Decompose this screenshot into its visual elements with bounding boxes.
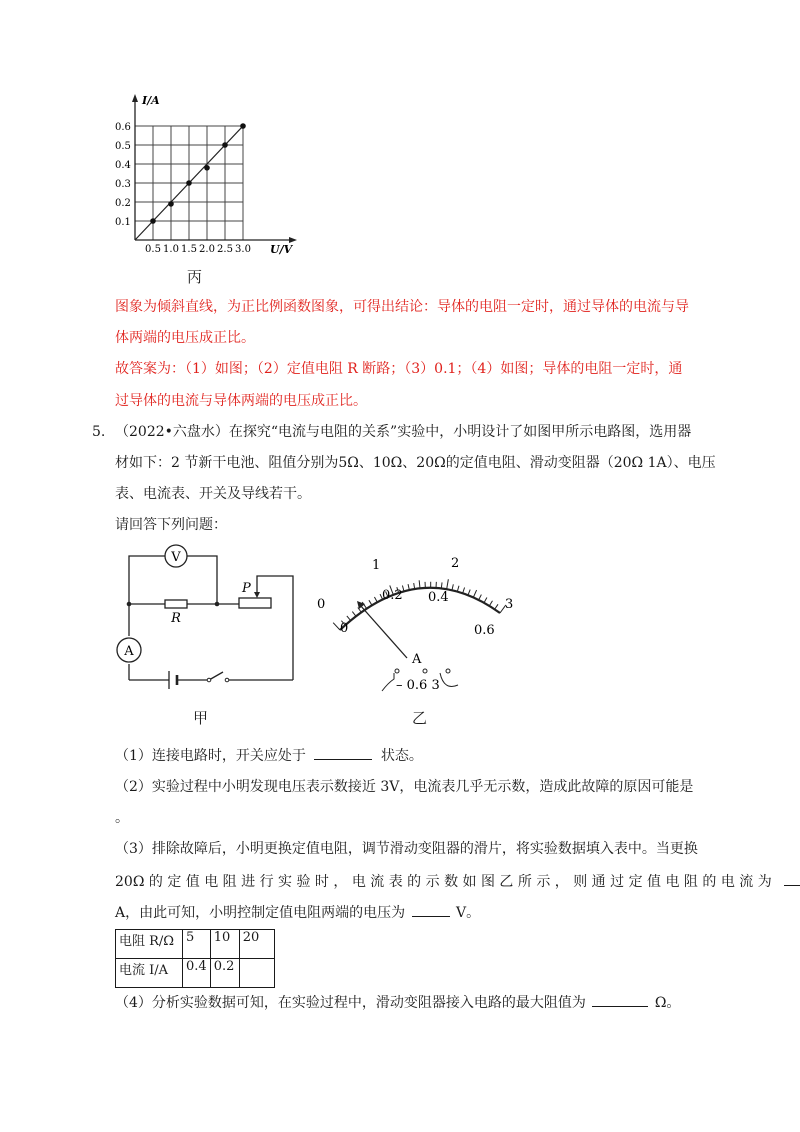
answer-line-3: 故答案为：（1）如图；（2）定值电阻 R 断路；（3）0.1；（4）如图；导体的电阻一定时，通 bbox=[115, 361, 683, 377]
sub-question-3-line-2 bbox=[115, 871, 800, 892]
y-tick-label: 0.3 bbox=[115, 179, 131, 190]
terminal-0.6 bbox=[423, 669, 427, 673]
wire-voltmeter-right bbox=[187, 556, 217, 604]
y-tick-label: 0.4 bbox=[115, 160, 131, 171]
x-tick-label: 3.0 bbox=[235, 244, 251, 255]
q4-text-end: Ω。 bbox=[654, 995, 681, 1011]
question-line-3: 表、电流表、开关及导线若干。 bbox=[115, 486, 311, 502]
data-point bbox=[240, 123, 246, 129]
junction-dot bbox=[127, 602, 132, 607]
dial-tick bbox=[369, 600, 372, 605]
q1-text-end: 状态。 bbox=[380, 748, 423, 764]
data-point bbox=[186, 180, 192, 186]
q1-text: （1）连接电路时，开关应处于 bbox=[115, 748, 306, 764]
y-tick-label: 0.6 bbox=[115, 122, 131, 133]
sub-question-4 bbox=[115, 992, 680, 1013]
dial-tick bbox=[473, 590, 476, 597]
dial-needle bbox=[360, 605, 407, 658]
question-line-2: 材如下：2 节新干电池、阻值分别为5Ω、10Ω、20Ω的定值电阻、滑动变阻器（20Ω 1A）、电压 bbox=[115, 455, 716, 471]
outer-scale-label: 2 bbox=[451, 556, 460, 571]
wire-voltmeter-branch bbox=[129, 556, 165, 604]
data-point bbox=[222, 142, 228, 148]
dial-caption: 乙 bbox=[412, 709, 428, 727]
q3-text: 20Ω 的 定 值 电 阻 进 行 实 验 时 ， 电 流 表 的 示 数 如 图 乙 所 示 ， 则 通 过 定 值 电 阻 的 电 流 为 bbox=[115, 874, 772, 890]
voltmeter-label: V bbox=[171, 550, 181, 565]
junction-dot bbox=[215, 602, 220, 607]
sub-question-3-line-3 bbox=[115, 902, 480, 923]
inner-scale-label: 0.6 bbox=[474, 623, 495, 638]
inner-scale-label: 0.4 bbox=[428, 590, 449, 605]
sub-question-2-end: 。 bbox=[115, 810, 129, 826]
graph-caption: 丙 bbox=[187, 268, 203, 286]
dial-tick bbox=[374, 597, 377, 602]
q3-voltage-blank[interactable] bbox=[412, 902, 450, 917]
table-cell[interactable] bbox=[239, 959, 274, 988]
circuit-caption: 甲 bbox=[193, 709, 209, 727]
sub-question-2: （2）实验过程中小明发现电压表示数接近 3V，电流表几乎无示数，造成此故障的原因可能是 bbox=[115, 779, 694, 795]
circuit-diagram bbox=[105, 540, 305, 700]
table-cell: 电流 I/A bbox=[116, 959, 183, 988]
table-row bbox=[116, 959, 275, 988]
table-cell: 10 bbox=[210, 930, 239, 959]
x-tick-label: 2.5 bbox=[217, 244, 233, 255]
terminal-labels: – 0.6 3 bbox=[396, 678, 440, 693]
x-tick-label: 1.5 bbox=[181, 244, 197, 255]
table-cell: 5 bbox=[183, 930, 211, 959]
y-tick-label: 0.2 bbox=[115, 198, 131, 209]
dial-tick bbox=[495, 604, 498, 609]
answer-line-1: 图象为倾斜直线，为正比例函数图象，可得出结论：导体的电阻一定时，通过导体的电流与导 bbox=[115, 299, 689, 315]
x-tick-label: 0.5 bbox=[145, 244, 161, 255]
iu-graph bbox=[115, 90, 315, 260]
q1-answer-blank[interactable] bbox=[314, 745, 372, 760]
y-tick-label: 0.1 bbox=[115, 217, 131, 228]
table-cell: 电阻 R/Ω bbox=[116, 930, 183, 959]
terminal-wire-right bbox=[440, 673, 458, 687]
dial-tick bbox=[484, 597, 487, 602]
table-row bbox=[116, 930, 275, 959]
question-line-1: （2022•六盘水）在探究“电流与电阻的关系”实验中，小明设计了如图甲所示电路图，选用器 bbox=[115, 424, 692, 440]
sub-question-1 bbox=[115, 745, 423, 766]
dial-tick bbox=[468, 590, 470, 596]
q3-current-blank[interactable] bbox=[784, 871, 800, 886]
x-tick-labels bbox=[145, 244, 251, 255]
dial-tick bbox=[489, 601, 492, 606]
resistor-label: R bbox=[171, 611, 181, 626]
q3-text-2: A，由此可知，小明控制定值电阻两端的电压为 bbox=[115, 905, 406, 921]
q3-text-3: V。 bbox=[456, 905, 481, 921]
dial-tick bbox=[333, 623, 340, 630]
switch-contact bbox=[207, 678, 211, 682]
x-tick-label: 1.0 bbox=[163, 244, 179, 255]
dial-tick bbox=[447, 579, 449, 589]
inner-scale-label: 0 bbox=[340, 621, 349, 636]
outer-scale-label: 1 bbox=[372, 558, 381, 573]
switch-blade bbox=[209, 672, 223, 680]
x-axis-label: U/V bbox=[270, 243, 293, 256]
dial-tick bbox=[441, 582, 442, 588]
table-cell: 0.2 bbox=[210, 959, 239, 988]
y-tick-label: 0.5 bbox=[115, 141, 131, 152]
rheostat-symbol bbox=[239, 598, 271, 608]
dial-unit: A bbox=[412, 652, 422, 667]
table-cell: 0.4 bbox=[183, 959, 211, 988]
terminal-minus bbox=[395, 669, 399, 673]
dial-tick bbox=[352, 612, 356, 617]
outer-scale-label: 0 bbox=[317, 597, 326, 612]
question-line-4: 请回答下列问题： bbox=[115, 517, 227, 533]
data-point bbox=[204, 165, 210, 171]
dial-tick bbox=[419, 580, 420, 588]
slider-label: P bbox=[242, 581, 251, 596]
resistor-symbol bbox=[165, 600, 187, 608]
switch-contact bbox=[225, 678, 229, 682]
rheostat-slider-arrow bbox=[254, 592, 260, 598]
wire-slider bbox=[257, 576, 293, 680]
sub-question-3: （3）排除故障后，小明更换定值电阻，调节滑动变阻器的滑片，将实验数据填入表中。当更换 bbox=[115, 841, 698, 857]
y-axis-label: I/A bbox=[142, 94, 160, 107]
q4-text: （4）分析实验数据可知，在实验过程中，滑动变阻器接入电路的最大阻值为 bbox=[115, 995, 586, 1011]
inner-scale-label: 0.2 bbox=[382, 588, 403, 603]
answer-line-4: 过导体的电流与导体两端的电压成正比。 bbox=[115, 393, 367, 409]
data-point bbox=[150, 218, 156, 224]
dial-tick bbox=[347, 616, 351, 621]
dial-tick bbox=[479, 595, 482, 600]
terminal-3 bbox=[446, 669, 450, 673]
terminal-wire-left bbox=[382, 673, 394, 691]
x-tick-label: 2.0 bbox=[199, 244, 215, 255]
ammeter-label: A bbox=[124, 644, 134, 659]
data-point bbox=[168, 201, 174, 207]
outer-scale-label: 3 bbox=[505, 597, 514, 612]
ammeter-dial bbox=[310, 545, 530, 695]
question-number: 5. bbox=[92, 424, 106, 440]
y-axis-arrow bbox=[132, 94, 138, 102]
y-tick-labels bbox=[115, 122, 131, 228]
table-cell: 20 bbox=[239, 930, 274, 959]
q4-answer-blank[interactable] bbox=[592, 992, 648, 1007]
answer-line-2: 体两端的电压成正比。 bbox=[115, 330, 255, 346]
data-table bbox=[115, 929, 275, 988]
